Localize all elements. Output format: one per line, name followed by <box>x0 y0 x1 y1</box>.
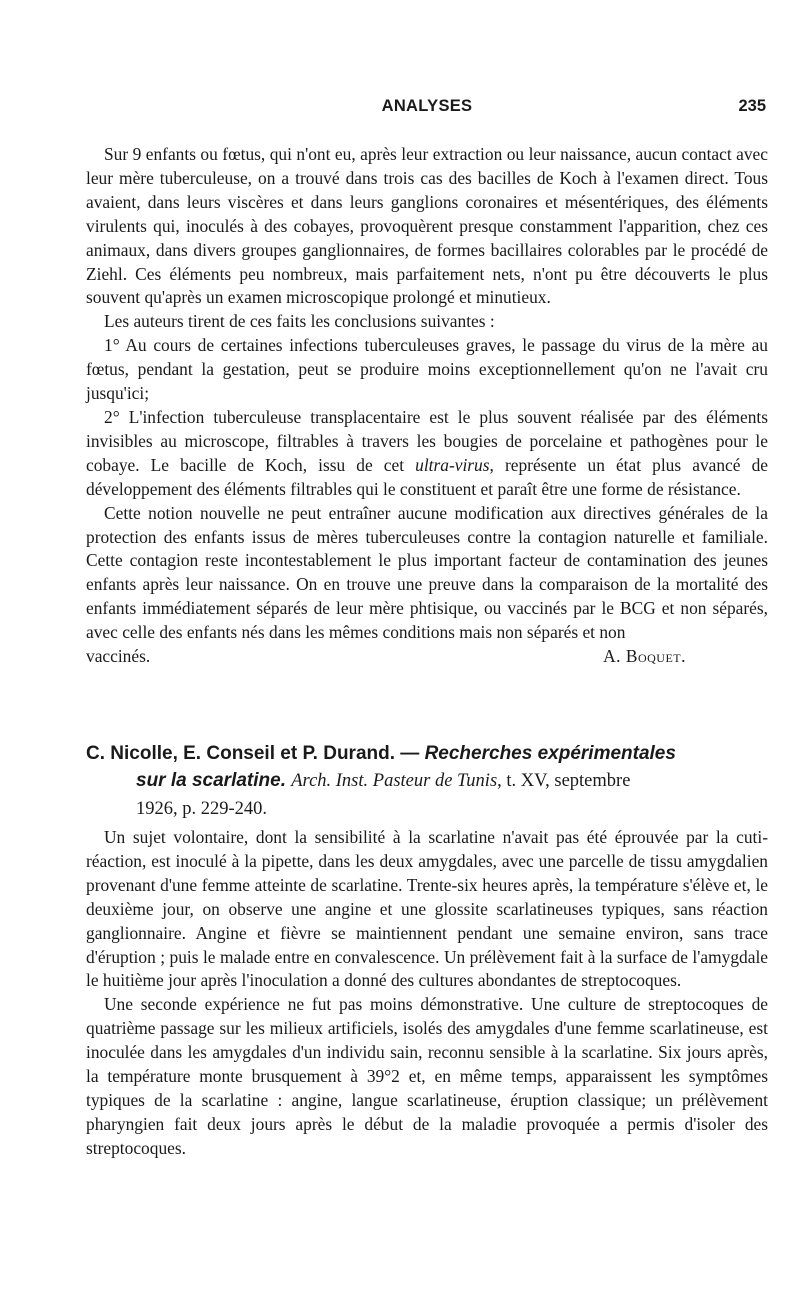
paragraph: Une seconde expérience ne fut pas moins démonstrative. Une culture de streptocoques de quatrième passage sur les milieux artificiels, isolés des amygdales d'une femme scarlatineuse, est inoculée dans les amygdales d'un individu sain, reconnu sensible à la scarlatine. Six jours après, la température monte brusquement à 39°2 et, en même temps, apparaissent les symptômes typiques de la scarlatine : angine, langue scarlatineuse, éruption classique; un prélèvement pharyngien fait deux jours après le début de la maladie provoquée a permis d'isoler des streptocoques. <box>86 994 768 1158</box>
paragraph-text: , représente un état plus avancé de développement des éléments filtrables qui le constituent et paraît être une forme de résistance. <box>86 454 768 499</box>
page-header <box>88 97 766 121</box>
italic-term: ultra-virus <box>415 454 490 475</box>
paragraph-end: vaccinés. <box>86 646 151 667</box>
review-author: A. Boquet. <box>603 646 686 667</box>
dash: — <box>395 743 425 764</box>
running-title: ANALYSES <box>381 97 473 115</box>
paragraph: 1° Au cours de certaines infections tuberculeuses graves, le passage du virus de la mère au fœtus, pendant la gestation, peut se produire moins exceptionnellement qu'on ne l'avait cru jusqu'ici; <box>86 335 768 404</box>
article-reference <box>86 740 768 823</box>
article-title-cont: sur la scarlatine. <box>136 770 286 791</box>
journal-name: Arch. Inst. Pasteur de Tunis <box>291 771 498 791</box>
journal-reference <box>291 771 630 791</box>
article-heading-line <box>86 795 768 823</box>
article-heading-line <box>86 767 768 795</box>
signature-line <box>86 645 768 669</box>
paragraph: Un sujet volontaire, dont la sensibilité à la scarlatine n'avait pas été éprouvée par la cuti-réaction, est inoculé à la pipette, dans les deux amygdales, avec une parcelle de tissu amygdalien provenant d'une femme atteinte de scarlatine. Trente-six heures après, la température s'élève et, le deuxième jour, on observe une angine et une glossite scarlatineuses typiques, sans réaction ganglionnaire. Angine et fièvre se maintiennent pendant une semaine environ, sans trace d'éruption ; puis le malade entre en convalescence. Un prélèvement fait à la surface de l'amygdale le huitième jour après l'inoculation a donné des cultures abondantes de streptocoques. <box>86 827 768 991</box>
paragraph: Sur 9 enfants ou fœtus, qui n'ont eu, après leur extraction ou leur naissance, aucun contact avec leur mère tuberculeuse, on a trouvé dans trois cas des bacilles de Koch à l'examen direct. Tous avaient, dans leurs viscères et dans leurs ganglions coronaires et mésentériques, des éléments virulents qui, inoculés à des cobayes, provoquèrent presque constamment l'apparition, chez ces animaux, dans divers groupes ganglionnaires, de formes bacillaires colorables par le procédé de Ziehl. Ces éléments peu nombreux, mais parfaitement nets, n'ont pu être découverts le plus souvent qu'après un examen microscopique prolongé et minutieux. <box>86 144 768 308</box>
paragraph-text: 2° L'infection tuberculeuse transplacentaire est le plus souvent réalisée par des éléments invisibles au microscope, filtrables à travers les bougies de porcelaine et pathogènes pour le cobaye. Le bacille de Koch, issu de cet <box>86 406 768 475</box>
page-number: 235 <box>738 97 766 115</box>
paragraph <box>86 406 768 502</box>
review-section-1 <box>86 143 768 669</box>
paragraph: Les auteurs tirent de ces faits les conclusions suivantes : <box>104 311 495 332</box>
article-title: Recherches expérimentales <box>424 743 676 764</box>
review-section-2 <box>86 826 768 1161</box>
paragraph: Cette notion nouvelle ne peut entraîner aucune modification aux directives générales de la protection des enfants issus de mères tuberculeuses contre la contagion naturelle et familiale. Cette contagion reste incontestablement le plus important facteur de contamination des jeunes enfants après leur naissance. On en trouve une preuve dans la comparaison de la mortalité des enfants immédiatement séparés de leur mère phtisique, ou vaccinés par le BCG et non séparés, avec celle des enfants nés dans les mêmes conditions mais non séparés et non <box>86 502 768 643</box>
journal-pages: 1926, p. 229-240. <box>136 799 268 819</box>
article-authors: C. Nicolle, E. Conseil et P. Durand. <box>86 743 396 764</box>
article-heading-line <box>86 740 768 767</box>
journal-volume: , t. XV, septembre <box>497 771 631 791</box>
